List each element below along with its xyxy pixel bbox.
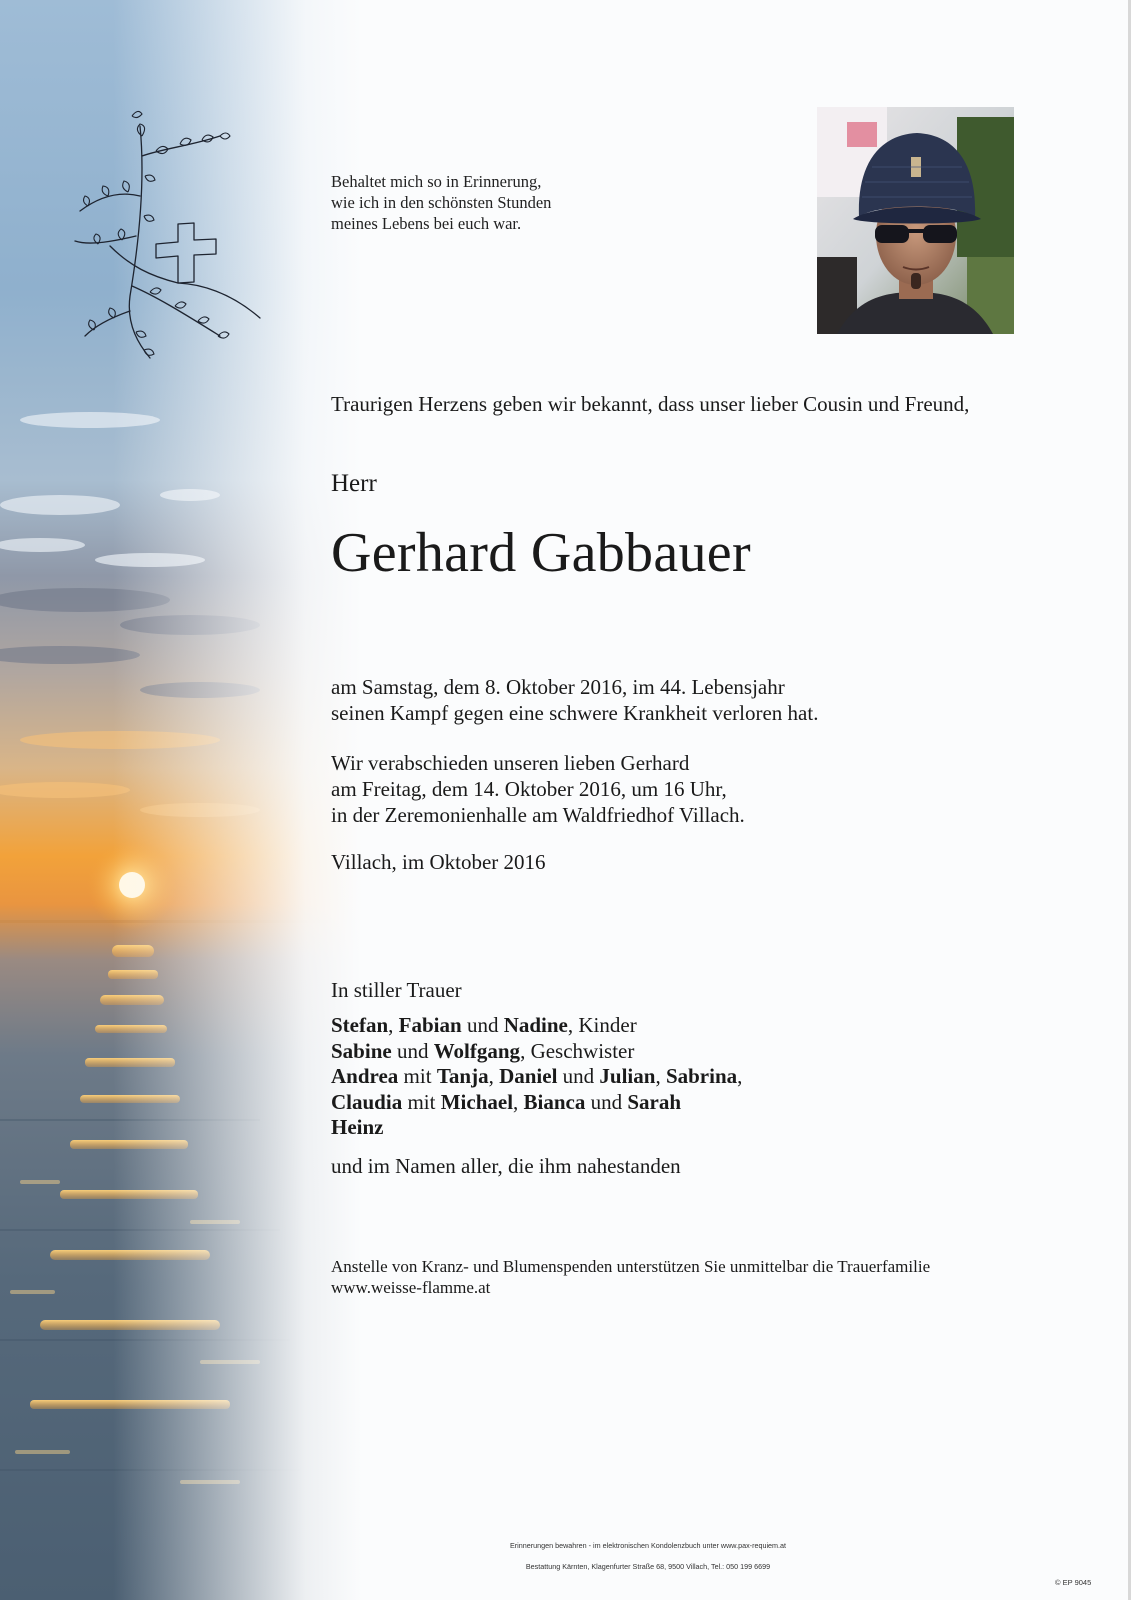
portrait-photo (817, 107, 1014, 334)
cross-ivy-drawing (70, 96, 270, 366)
mourner-line (331, 1039, 742, 1065)
mourner-sep: , (655, 1064, 666, 1088)
mourners-heading: In stiller Trauer (331, 978, 462, 1002)
mourner-name: Bianca (523, 1089, 586, 1114)
mourner-sep: und (461, 1013, 504, 1037)
mourner-name: Heinz (331, 1115, 384, 1139)
farewell-line: in der Zeremonienhalle am Waldfriedhof Villach. (331, 803, 745, 827)
donation-note (331, 1256, 930, 1298)
mourner-name: Andrea (331, 1064, 399, 1088)
mourner-name: Michael (440, 1089, 514, 1114)
mourner-line (331, 1013, 742, 1039)
mourner-line (331, 1064, 742, 1090)
mourner-name: Wolfgang (433, 1038, 521, 1063)
mourner-name: Stefan (331, 1013, 389, 1037)
mourner-sep: , (388, 1013, 399, 1037)
mourners-list (331, 1013, 742, 1141)
mourner-sep: und (585, 1089, 628, 1114)
verse-line: Behaltet mich so in Erinnerung, (331, 172, 542, 191)
mourner-name: Fabian (398, 1013, 462, 1037)
mourner-sep: mit (398, 1064, 437, 1088)
death-notice (331, 674, 818, 726)
salutation: Herr (331, 470, 377, 497)
death-line: seinen Kampf gegen eine schwere Krankheit verloren hat. (331, 701, 819, 725)
memorial-verse (331, 171, 551, 234)
donation-text: Anstelle von Kranz- und Blumenspenden unterstützen Sie unmittelbar die Trauerfamilie (331, 1257, 931, 1276)
mourner-name: Daniel (499, 1064, 558, 1088)
mourner-sep: , (737, 1064, 743, 1088)
verse-line: meines Lebens bei euch war. (331, 214, 522, 233)
mourner-relation: , Kinder (567, 1013, 637, 1037)
donation-website: www.weisse-flamme.at (331, 1278, 491, 1297)
mourner-sep: und (557, 1064, 600, 1088)
deceased-name: Gerhard Gabbauer (331, 522, 751, 584)
mourners-closing: und im Namen aller, die ihm nahestanden (331, 1154, 681, 1178)
place-date: Villach, im Oktober 2016 (331, 850, 546, 874)
mourner-name: Sarah (627, 1089, 682, 1114)
mourner-name: Tanja (436, 1064, 489, 1088)
death-line: am Samstag, dem 8. Oktober 2016, im 44. Lebensjahr (331, 675, 785, 699)
document-code: © EP 9045 (1055, 1578, 1092, 1587)
farewell-line: Wir verabschieden unseren lieben Gerhard (331, 751, 690, 775)
announcement-intro: Traurigen Herzens geben wir bekannt, dass unser lieber Cousin und Freund, (331, 392, 970, 416)
mourner-name: Sabrina (665, 1064, 738, 1088)
verse-line: wie ich in den schönsten Stunden (331, 193, 552, 212)
mourner-sep: mit (402, 1089, 441, 1114)
mourner-name: Nadine (503, 1013, 568, 1037)
mourner-sep: , (513, 1089, 524, 1114)
mourner-sep: , (488, 1064, 500, 1088)
mourner-relation: , Geschwister (520, 1038, 635, 1063)
mourner-name: Sabine (331, 1038, 392, 1063)
mourner-sep: und (391, 1038, 434, 1063)
footer-condolence-line: Erinnerungen bewahren - im elektronischen Kondolenzbuch unter www.pax-requiem.at (509, 1541, 787, 1550)
mourner-line (331, 1115, 742, 1141)
mourner-name: Claudia (331, 1089, 403, 1114)
farewell-notice (331, 750, 745, 828)
mourner-line (331, 1090, 742, 1116)
farewell-line: am Freitag, dem 14. Oktober 2016, um 16 Uhr, (331, 777, 727, 801)
footer-address-line: Bestattung Kärnten, Klagenfurter Straße 68, 9500 Villach, Tel.: 050 199 6699 (525, 1562, 771, 1571)
mourner-name: Julian (599, 1064, 656, 1088)
